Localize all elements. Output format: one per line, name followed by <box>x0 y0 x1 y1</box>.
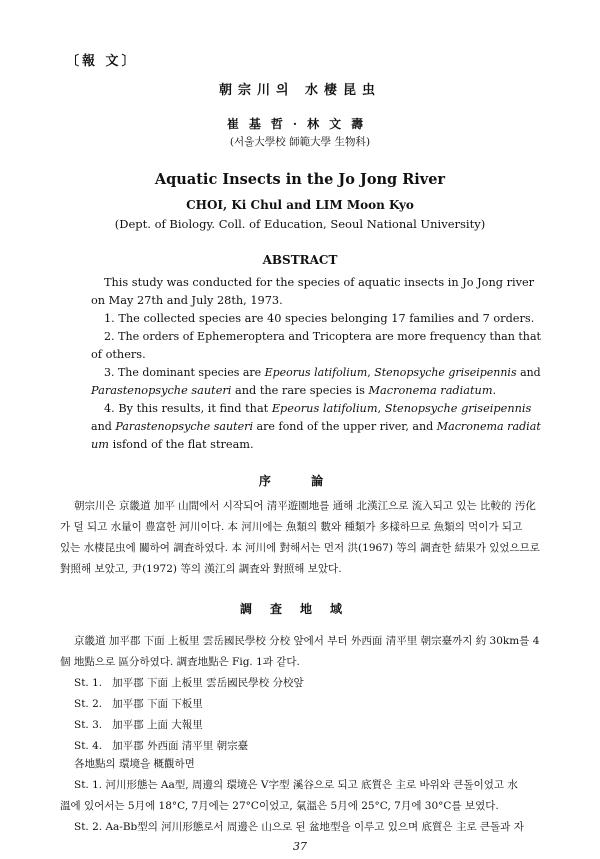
station-item: St. 1. 加平郡 下面 上板里 雲岳國民學校 分校앞 <box>74 677 304 689</box>
abstract-line: 3. The dominant species are Epeorus latifolium, Stenopsyche griseipennis and <box>104 366 541 379</box>
abstract-line: 1. The collected species are 40 species belonging 17 families and 7 orders. <box>104 312 535 325</box>
environment-line: 溫에 있어서는 5月에 18°C, 7月에는 27°C이었고, 氣溫은 5月에 25°C, 7月에 30°C를 보였다. <box>60 800 499 812</box>
abstract-line: and Parastenopsyche sauteri are fond of the upper river, and Macronema radiat <box>91 420 541 433</box>
area-heading: 調査地域 <box>239 602 360 616</box>
page-number: 37 <box>293 840 307 853</box>
english-affiliation: (Dept. of Biology. Coll. of Education, Seoul National University) <box>114 217 486 231</box>
section-tag: 〔報 文〕 <box>66 54 138 69</box>
korean-authors: 崔基哲·林文壽 <box>226 117 374 131</box>
intro-heading: 序 論 <box>258 474 342 488</box>
environment-line: St. 2. Aa-Bb型의 河川形態로서 周邊은 山으로 된 盆地型을 이루고 있으며 底質은 主로 큰돌과 자 <box>74 821 524 833</box>
abstract-line: of others. <box>91 348 146 361</box>
intro-line: 對照해 보았고, 尹(1972) 等의 漢江의 調査와 對照해 보았다. <box>60 563 342 575</box>
station-item: St. 3. 加平郡 上面 大報里 <box>74 719 203 731</box>
intro-line: 朝宗川은 京畿道 加平 山間에서 시작되어 清平遊園地를 通해 北漢江으로 流入되고 있는 比較的 汚化 <box>74 500 536 512</box>
abstract-line: This study was conducted for the species of aquatic insects in Jo Jong river <box>104 276 535 289</box>
english-authors: CHOI, Ki Chul and LIM Moon Kyo <box>186 198 414 212</box>
korean-affiliation: (서울大學校 師範大學 生物科) <box>229 136 371 148</box>
abstract-line: Parastenopsyche sauteri and the rare species is Macronema radiatum. <box>91 384 497 397</box>
environment-heading: 各地點의 環境을 概觀하면 <box>74 758 195 770</box>
english-title: Aquatic Insects in the Jo Jong River <box>154 171 446 188</box>
environment-line: St. 1. 河川形態는 Aa型, 周邊의 環境은 V字型 溪谷으로 되고 底質은 主로 바위와 큰돌이었고 水 <box>74 779 518 791</box>
abstract-line: 4. By this results, it find that Epeorus latifolium, Stenopsyche griseipennis <box>104 402 532 415</box>
abstract-line: um isfond of the flat stream. <box>91 438 254 451</box>
abstract-heading: ABSTRACT <box>262 253 338 267</box>
area-line: 京畿道 加平郡 下面 上板里 雲岳國民學校 分校 앞에서 부터 外西面 清平里 朝宗臺까지 約 30km를 4 <box>74 635 540 647</box>
station-item: St. 2. 加平郡 下面 下板里 <box>74 698 203 710</box>
korean-title: 朝宗川의 水棲昆虫 <box>218 83 382 98</box>
intro-line: 가 덜 되고 水量이 豊富한 河川이다. 本 河川에는 魚類의 數와 種類가 多樣하므로 魚類의 먹이가 되고 <box>60 521 523 533</box>
station-item: St. 4. 加平郡 外西面 清平里 朝宗臺 <box>74 740 249 752</box>
abstract-line: on May 27th and July 28th, 1973. <box>91 294 283 307</box>
abstract-line: 2. The orders of Ephemeroptera and Tricoptera are more frequency than that <box>104 330 541 343</box>
intro-line: 있는 水棲昆虫에 關하여 調査하였다. 本 河川에 對해서는 먼저 洪(1967) 等의 調査한 結果가 있었으므로 <box>60 542 540 554</box>
area-line: 個 地點으로 區分하였다. 調査地點은 Fig. 1과 같다. <box>60 656 300 668</box>
